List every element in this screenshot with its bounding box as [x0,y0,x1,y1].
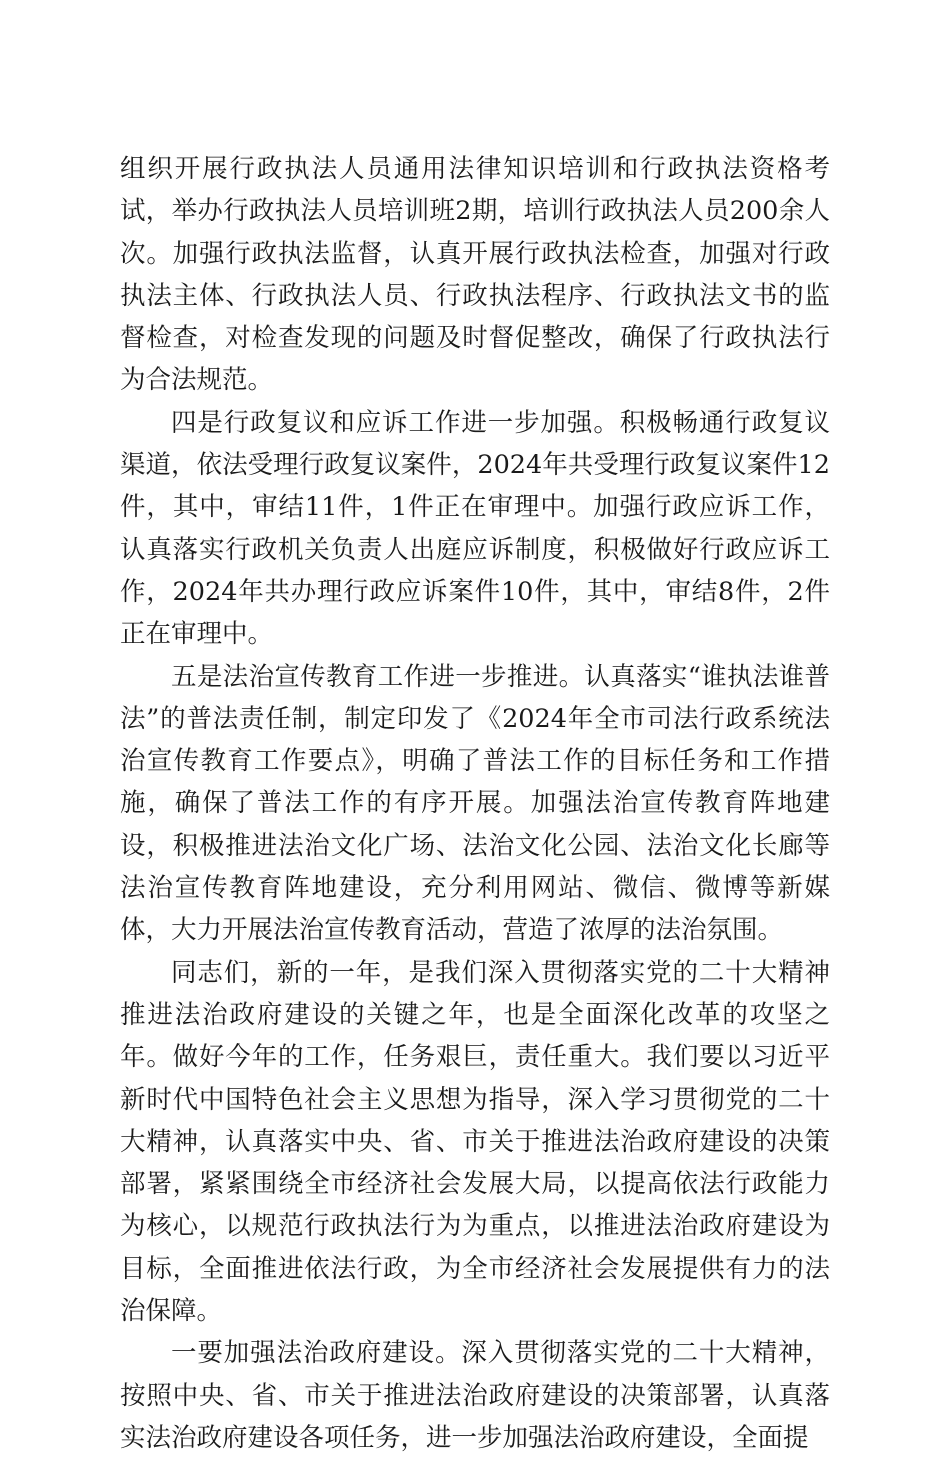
paragraph-new-year-goals: 同志们，新的一年，是我们深入贯彻落实党的二十大精神推进法治政府建设的关键之年，也是全面深化改革的攻坚之年。做好今年的工作，任务艰巨，责任重大。我们要以习近平新时代中国特色社会主义思想为指导，深入学习贯彻党的二十大精神，认真落实中央、省、市关于推进法治政府建设的决策部署，紧紧围绕全市经济社会发展大局，以提高依法行政能力为核心，以规范行政执法行为为重点，以推进法治政府建设为目标，全面推进依法行政，为全市经济社会发展提供有力的法治保障。 [120,957,830,1327]
paragraph-strengthen-rule-of-law: 一要加强法治政府建设。深入贯彻落实党的二十大精神，按照中央、省、市关于推进法治政府建设的决策部署，认真落实法治政府建设各项任务，进一步加强法治政府建设，全面提 [120,1338,830,1453]
paragraph-training-continuation: 组织开展行政执法人员通用法律知识培训和行政执法资格考试，举办行政执法人员培训班2期，培训行政执法人员200余人次。加强行政执法监督，认真开展行政执法检查，加强对行政执法主体、行政执法人员、行政执法程序、行政执法文书的监督检查，对检查发现的问题及时督促整改，确保了行政执法行为合法规范。 [120,154,830,396]
document-body [120,148,830,1459]
paragraph-administrative-review: 四是行政复议和应诉工作进一步加强。积极畅通行政复议渠道，依法受理行政复议案件，2024年共受理行政复议案件12件，其中，审结11件，1件正在审理中。加强行政应诉工作，认真落实行政机关负责人出庭应诉制度，积极做好行政应诉工作，2024年共办理行政应诉案件10件，其中，审结8件，2件正在审理中。 [120,407,830,650]
paragraph-legal-publicity: 五是法治宣传教育工作进一步推进。认真落实“谁执法谁普法”的普法责任制，制定印发了《2024年全市司法行政系统法治宣传教育工作要点》，明确了普法工作的目标任务和工作措施，确保了普法工作的有序开展。加强法治宣传教育阵地建设，积极推进法治文化广场、法治文化公园、法治文化长廊等法治宣传教育阵地建设，充分利用网站、微信、微博等新媒体，大力开展法治宣传教育活动，营造了浓厚的法治氛围。 [120,661,830,946]
